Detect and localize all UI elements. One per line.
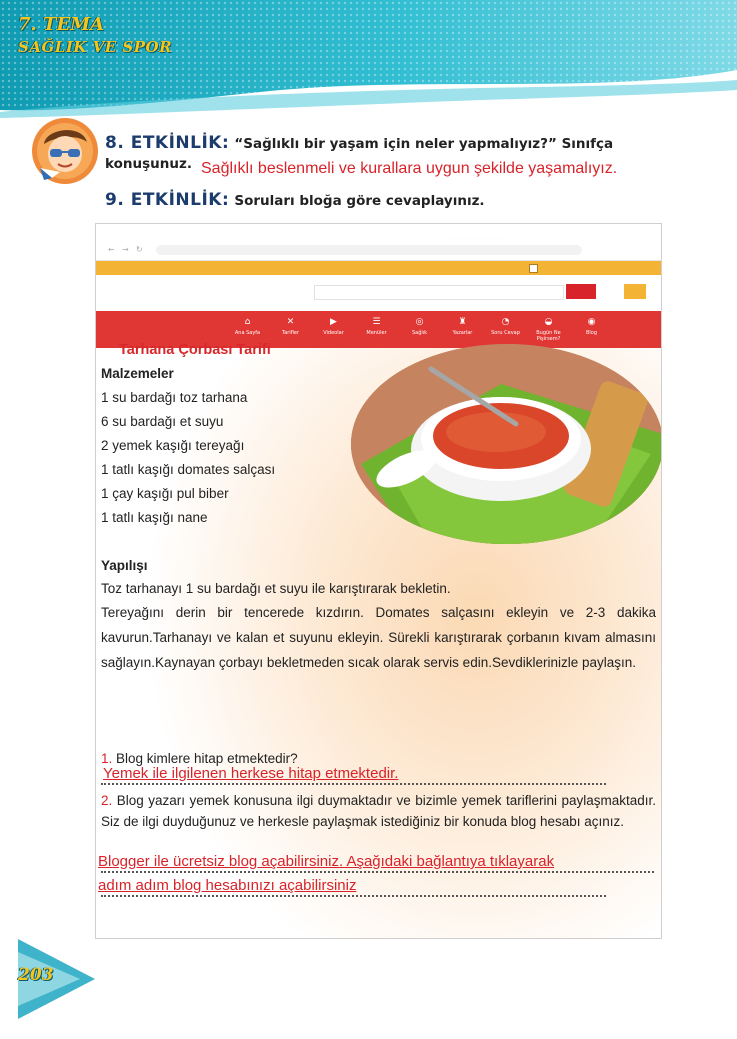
menu-item: ◔ Soru Cevap bbox=[484, 311, 527, 348]
question-2-text: Blog yazarı yemek konusuna ilgi duymaktadır ve bizimle yemek tariflerini paylaşmaktadır. Siz de ilgi duyduğunuz ve herkesle paylaşmak istediğiniz bir konuda blog hesabı açınız. bbox=[101, 793, 656, 829]
activity-8-title: 8. ETKİNLİK: bbox=[105, 133, 230, 153]
ingredient-item: 1 tatlı kaşığı domates salçası bbox=[101, 462, 276, 477]
question-2-answer-line-2: adım adım blog hesabınızı açabilirsiniz bbox=[98, 877, 357, 894]
activity-8-question-cont: konuşunuz. bbox=[105, 156, 192, 172]
site-send-button bbox=[624, 284, 646, 299]
question-1-number: 1. bbox=[101, 751, 113, 766]
method-step-2: Tereyağını derin bir tencerede kızdırın. Domates salçasını ekleyin ve 2-3 dakika kavurun.Tarhanayı ve kalan et suyunu ekleyin. Sürekli karıştırarak çorbanın kıvam almasını sağlayın.Kaynayan çorbayı bekletmeden sıcak olarak servis edin.Sevdiklerinizle paylaşın. bbox=[101, 605, 656, 670]
activity-8-question: “Sağlıklı bir yaşam için neler yapmalıyız?” Sınıfça bbox=[234, 136, 614, 152]
activity-9 bbox=[105, 190, 485, 210]
blog-icon: ◉ bbox=[587, 317, 596, 327]
site-top-strip bbox=[96, 261, 661, 275]
activity-9-instruction: Soruları bloğa göre cevaplayınız. bbox=[234, 193, 485, 209]
theme-header bbox=[0, 0, 737, 118]
forward-arrow-icon: → bbox=[122, 245, 129, 254]
menu-item: ◒ Bugün Ne Pişirsem? bbox=[527, 311, 570, 348]
website-screenshot bbox=[96, 240, 661, 348]
soup-photo bbox=[351, 344, 662, 544]
activity-8 bbox=[105, 133, 650, 153]
ingredient-item: 6 su bardağı et suyu bbox=[101, 414, 224, 429]
menu-item: ✕ Tarifler bbox=[269, 311, 312, 348]
method-heading: Yapılışı bbox=[101, 558, 148, 573]
chat-icon: ◔ bbox=[501, 317, 510, 327]
chef-icon: ♜ bbox=[458, 317, 467, 327]
theme-name: SAĞLIK VE SPOR bbox=[18, 38, 173, 56]
question-2 bbox=[101, 790, 656, 832]
soup-bowl-image bbox=[351, 344, 662, 544]
answer-line bbox=[101, 871, 654, 873]
ingredient-item: 2 yemek kaşığı tereyağı bbox=[101, 438, 245, 453]
browser-bar bbox=[96, 240, 661, 261]
question-1-answer: Yemek ile ilgilenen herkese hitap etmektedir. bbox=[103, 765, 399, 782]
reload-icon: ↻ bbox=[136, 245, 143, 254]
health-icon: ◎ bbox=[415, 317, 424, 327]
activity-9-title: 9. ETKİNLİK: bbox=[105, 190, 230, 210]
ingredients-heading: Malzemeler bbox=[101, 366, 174, 381]
question-1-text: Blog kimlere hitap etmektedir? bbox=[112, 751, 298, 766]
menu-icon: ☰ bbox=[372, 317, 381, 327]
question-2-number: 2. bbox=[101, 793, 113, 808]
ingredient-item: 1 çay kaşığı pul biber bbox=[101, 486, 229, 501]
recipe-title: Tarhana Çorbası Tarifi bbox=[119, 342, 271, 358]
video-icon: ▶ bbox=[330, 317, 337, 327]
home-icon: ⌂ bbox=[244, 317, 251, 327]
header-wave-background bbox=[0, 0, 737, 118]
blog-card bbox=[95, 223, 662, 939]
menu-item: ☰ Menüler bbox=[355, 311, 398, 348]
method-step-1: Toz tarhanayı 1 su bardağı et suyu ile karıştırarak bekletin. bbox=[101, 581, 451, 596]
activity-8-answer: Sağlıklı beslenmeli ve kurallara uygun şekilde yaşamalıyız. bbox=[201, 160, 618, 177]
student-avatar-icon bbox=[30, 116, 100, 186]
theme-number: 7. TEMA bbox=[18, 14, 105, 35]
menu-item: ▶ Videolar bbox=[312, 311, 355, 348]
pot-icon: ◒ bbox=[544, 317, 553, 327]
address-bar bbox=[156, 245, 582, 255]
square-icon bbox=[529, 264, 538, 273]
site-search-input bbox=[314, 285, 564, 300]
menu-item: ⌂ Ana Sayfa bbox=[226, 311, 269, 348]
ingredient-item: 1 su bardağı toz tarhana bbox=[101, 390, 248, 405]
menu-item: ◎ Sağlık bbox=[398, 311, 441, 348]
page-number: 203 bbox=[18, 965, 54, 985]
cutlery-icon: ✕ bbox=[286, 317, 295, 327]
answer-line bbox=[101, 783, 606, 785]
site-search-area bbox=[96, 275, 661, 311]
question-2-answer-line-1: Blogger ile ücretsiz blog açabilirsiniz. Aşağıdaki bağlantıya tıklayarak bbox=[98, 853, 555, 870]
answer-line bbox=[101, 895, 606, 897]
menu-item: ♜ Yazarlar bbox=[441, 311, 484, 348]
ingredient-item: 1 tatlı kaşığı nane bbox=[101, 510, 208, 525]
back-arrow-icon: ← bbox=[108, 245, 115, 254]
site-search-button bbox=[566, 284, 596, 299]
menu-item: ◉ Blog bbox=[570, 311, 613, 348]
